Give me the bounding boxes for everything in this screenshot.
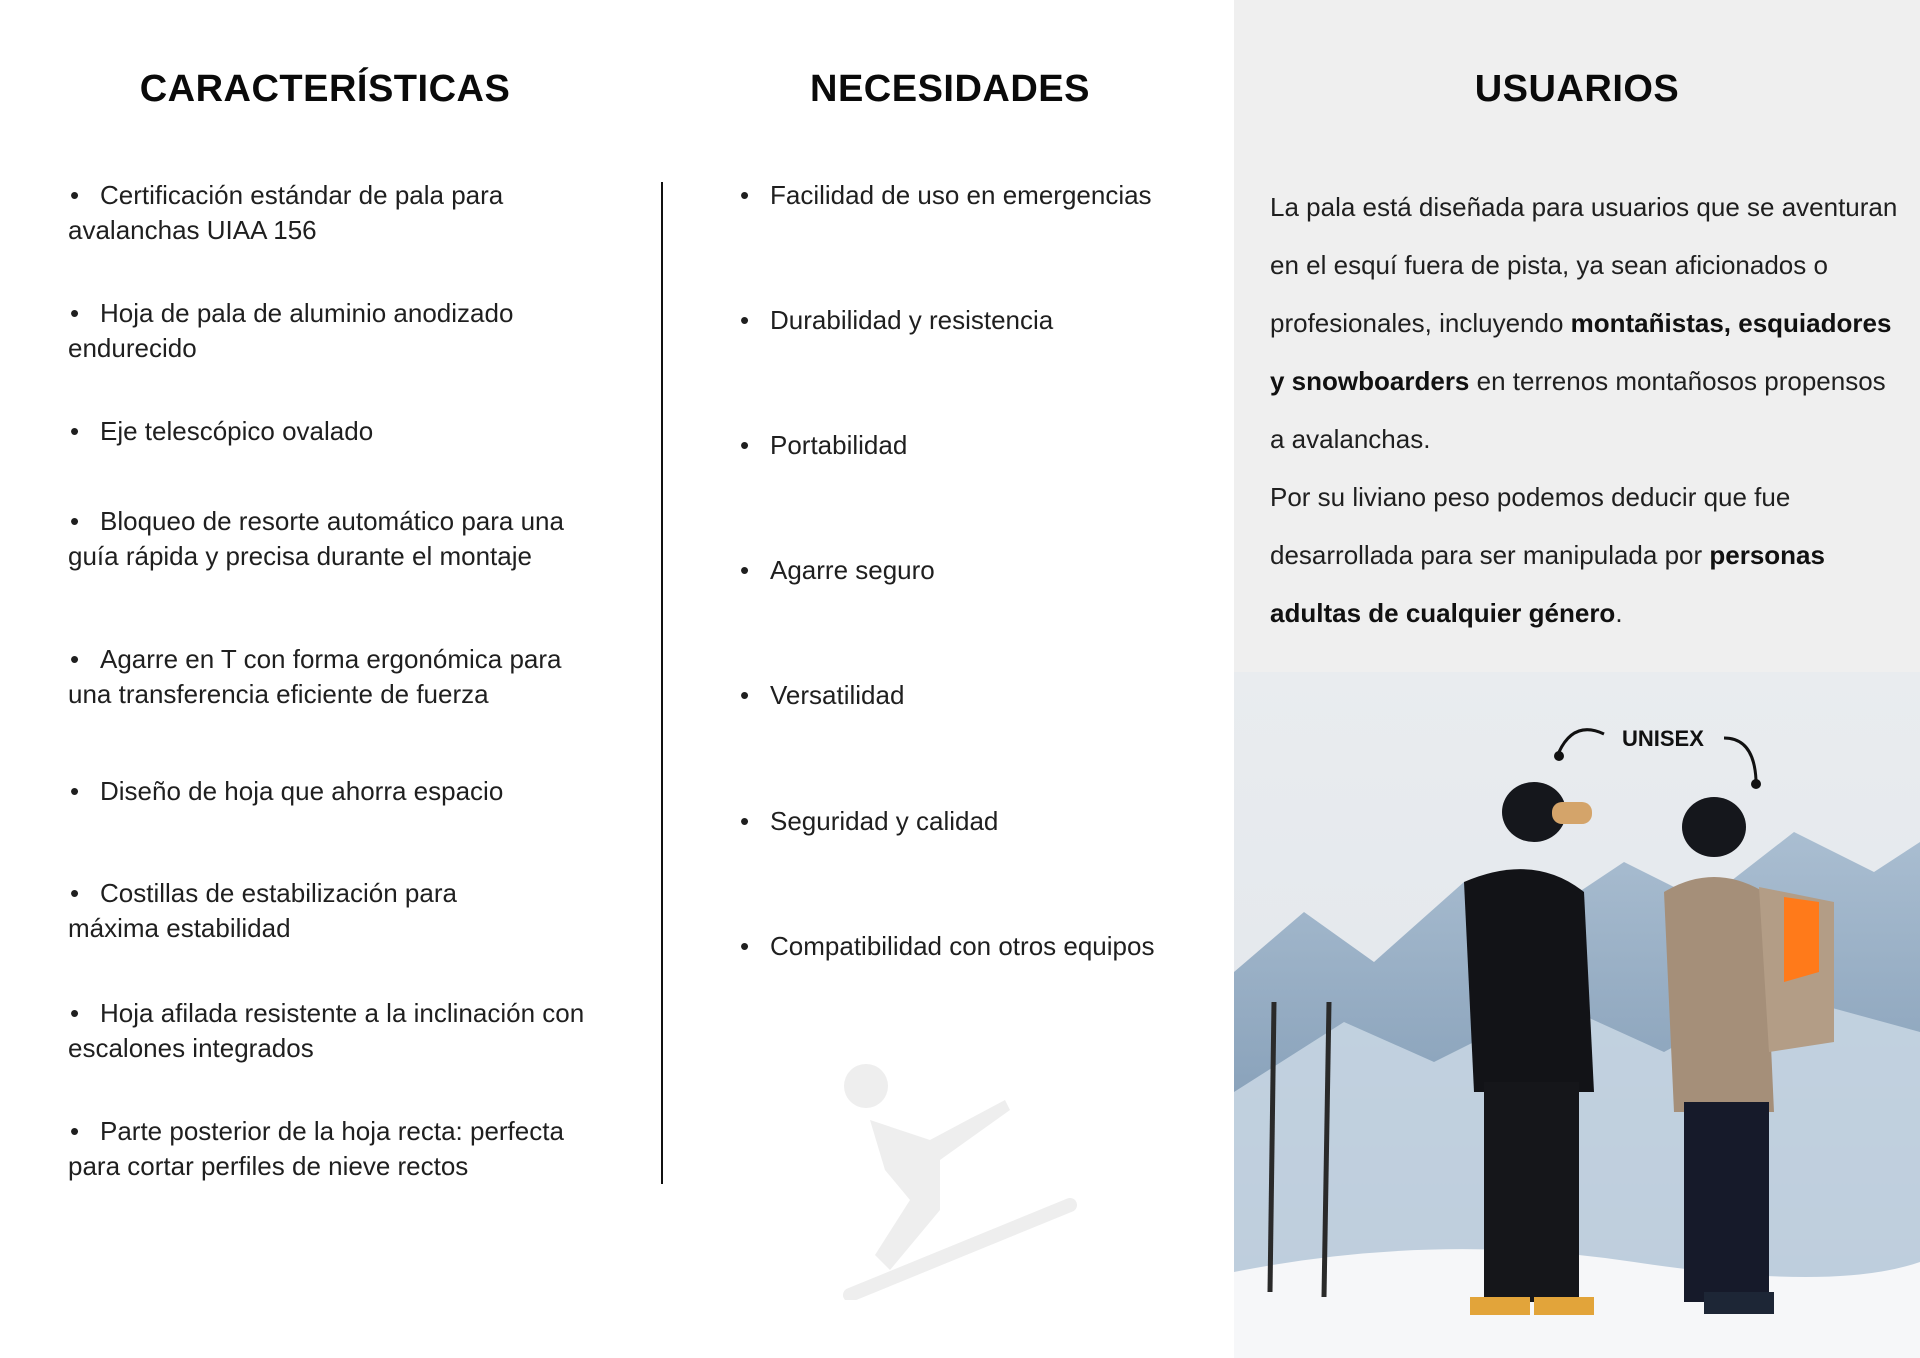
list-item: • Agarre seguro: [738, 553, 935, 588]
list-item: • Costillas de estabilización para máxima estabilidad: [68, 876, 457, 946]
list-item: • Facilidad de uso en emergencias: [738, 178, 1152, 213]
list-item: • Compatibilidad con otros equipos: [738, 929, 1154, 964]
necesidades-title: NECESIDADES: [810, 68, 1090, 110]
unisex-label: UNISEX: [1622, 726, 1704, 751]
list-item: • Eje telescópico ovalado: [68, 414, 373, 449]
list-item: • Hoja afilada resistente a la inclinación con escalones integrados: [68, 996, 584, 1066]
list-item: • Agarre en T con forma ergonómica para una transferencia eficiente de fuerza: [68, 642, 562, 712]
list-item: • Bloqueo de resorte automático para una guía rápida y precisa durante el montaje: [68, 504, 564, 574]
list-item: • Certificación estándar de pala para avalanchas UIAA 156: [68, 178, 503, 248]
usuarios-paragraph-2: Por su liviano peso podemos deducir que fue desarrollada para ser manipulada por personas adultas de cualquier género.: [1270, 482, 1825, 628]
list-item: • Portabilidad: [738, 428, 907, 463]
list-item: • Durabilidad y resistencia: [738, 303, 1053, 338]
list-item: • Seguridad y calidad: [738, 804, 998, 839]
skier-icon: [830, 1060, 1090, 1300]
list-item: • Diseño de hoja que ahorra espacio: [68, 774, 503, 809]
list-item: • Parte posterior de la hoja recta: perfecta para cortar perfiles de nieve rectos: [68, 1114, 564, 1184]
column-divider: [661, 182, 663, 1184]
usuarios-description: [1270, 178, 1900, 642]
list-item: • Hoja de pala de aluminio anodizado endurecido: [68, 296, 513, 366]
usuarios-title: USUARIOS: [1474, 68, 1680, 110]
usuarios-paragraph-1: La pala está diseñada para usuarios que se aventuran en el esquí fuera de pista, ya sean aficionados o profesionales, incluyendo montañistas, esquiadores y snowboarders en terrenos montañosos propensos a avalanchas.: [1270, 192, 1898, 454]
caracteristicas-title: CARACTERÍSTICAS: [139, 68, 511, 110]
list-item: • Versatilidad: [738, 678, 904, 713]
skiers-photo: [1234, 672, 1920, 1358]
